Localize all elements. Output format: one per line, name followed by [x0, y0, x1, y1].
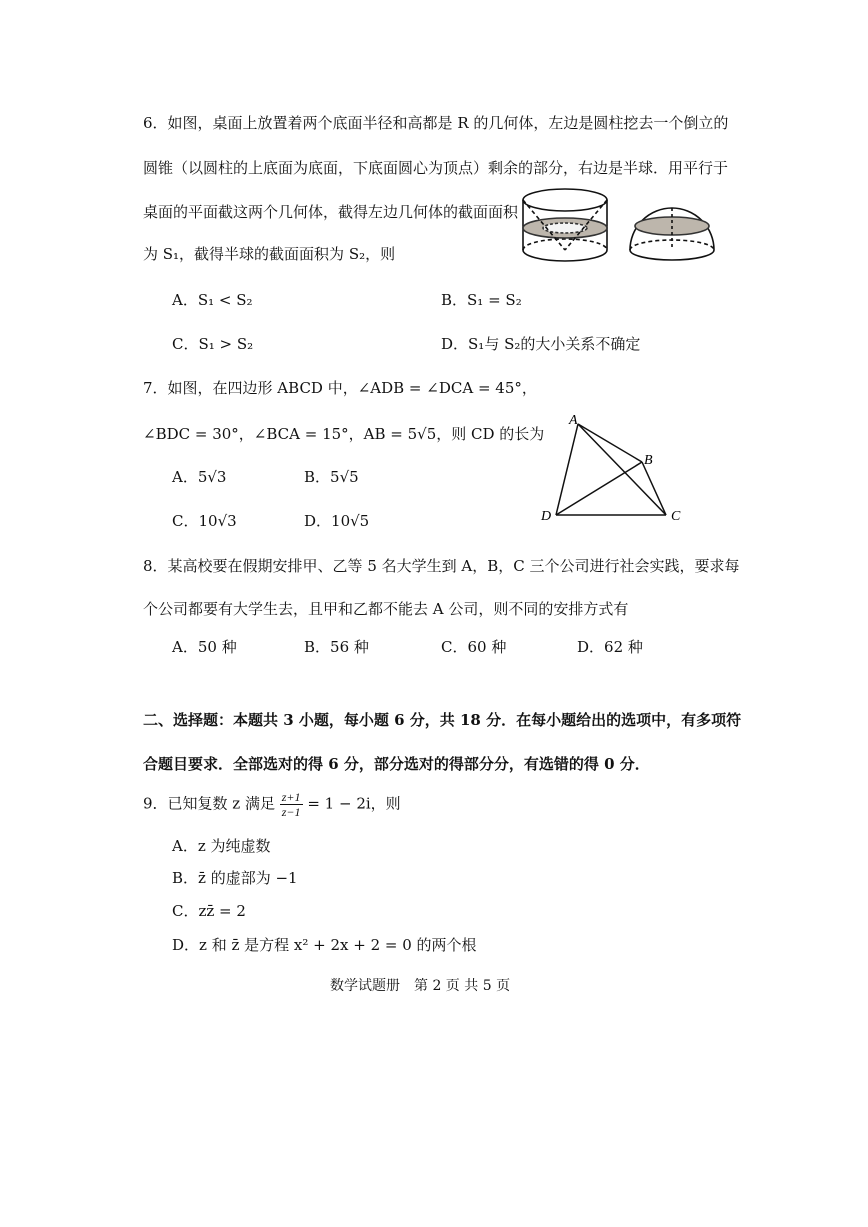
q6-option-c: C．S₁ > S₂	[172, 335, 254, 353]
q6-option-d: D．S₁与 S₂的大小关系不确定	[441, 335, 641, 353]
q6-line-4: 为 S₁，截得半球的截面面积为 S₂，则	[143, 245, 396, 263]
q6-line-3: 桌面的平面截这两个几何体，截得左边几何体的截面面积	[143, 203, 519, 221]
q9-option-d: D．z 和 z̄ 是方程 x² + 2x + 2 = 0 的两个根	[172, 936, 477, 954]
q7-label-a: A	[569, 413, 578, 428]
q7-label-d: D	[541, 509, 552, 524]
q6-option-b: B．S₁ = S₂	[441, 291, 522, 309]
q7-option-d: D．10√5	[304, 512, 370, 530]
q7-line-1: 7．如图，在四边形 ABCD 中，∠ADB = ∠DCA = 45°，	[143, 379, 537, 397]
q9-fraction	[280, 790, 303, 819]
q7-line-2: ∠BDC = 30°，∠BCA = 15°，AB = 5√5，则 CD 的长为	[143, 425, 545, 443]
q9-option-b: B．z̄ 的虚部为 −1	[172, 869, 298, 887]
q8-line-1: 8．某高校要在假期安排甲、乙等 5 名大学生到 A，B，C 三个公司进行社会实践，要求每	[143, 557, 740, 575]
q6-option-a: A．S₁ < S₂	[172, 291, 253, 309]
q9-option-a: A．z 为纯虚数	[172, 837, 271, 855]
q7-option-c: C．10√3	[172, 512, 237, 530]
q7-label-c: C	[671, 509, 681, 524]
q8-line-2: 个公司都要有大学生去，且甲和乙都不能去 A 公司，则不同的安排方式有	[143, 600, 629, 618]
q6-solids-figure	[520, 184, 720, 270]
hemisphere-figure	[630, 208, 714, 260]
q8-option-b: B．56 种	[304, 638, 369, 656]
q9-fraction-numerator: z+1	[281, 790, 301, 804]
q9-option-c: C．zz̄ = 2	[172, 902, 246, 920]
q7-option-b: B．5√5	[304, 468, 359, 486]
q8-option-a: A．50 种	[172, 638, 237, 656]
q9-stem-suffix: = 1 − 2i，则	[307, 794, 401, 813]
q6-line-2: 圆锥（以圆柱的上底面为底面，下底面圆心为顶点）剩余的部分，右边是半球．用平行于	[143, 159, 729, 177]
section-2-line-1: 二、选择题：本题共 3 小题，每小题 6 分，共 18 分．在每小题给出的选项中，有多项符	[143, 711, 742, 729]
q6-line-1: 6．如图，桌面上放置着两个底面半径和高都是 R 的几何体，左边是圆柱挖去一个倒立的	[143, 114, 729, 132]
q8-option-c: C．60 种	[441, 638, 507, 656]
q7-option-a: A．5√3	[172, 468, 227, 486]
page-footer: 数学试题册 第 2 页 共 5 页	[330, 978, 511, 994]
section-2-line-2: 合题目要求．全部选对的得 6 分，部分选对的得部分分，有选错的得 0 分．	[143, 755, 650, 773]
q9-fraction-denominator: z−1	[281, 805, 301, 819]
q7-quadrilateral-figure	[536, 408, 696, 528]
cylinder-with-cone-figure	[523, 189, 607, 261]
q8-option-d: D．62 种	[577, 638, 643, 656]
q9-stem	[143, 790, 401, 819]
q7-label-b: B	[644, 453, 653, 468]
q9-stem-prefix: 9．已知复数 z 满足	[143, 794, 275, 813]
